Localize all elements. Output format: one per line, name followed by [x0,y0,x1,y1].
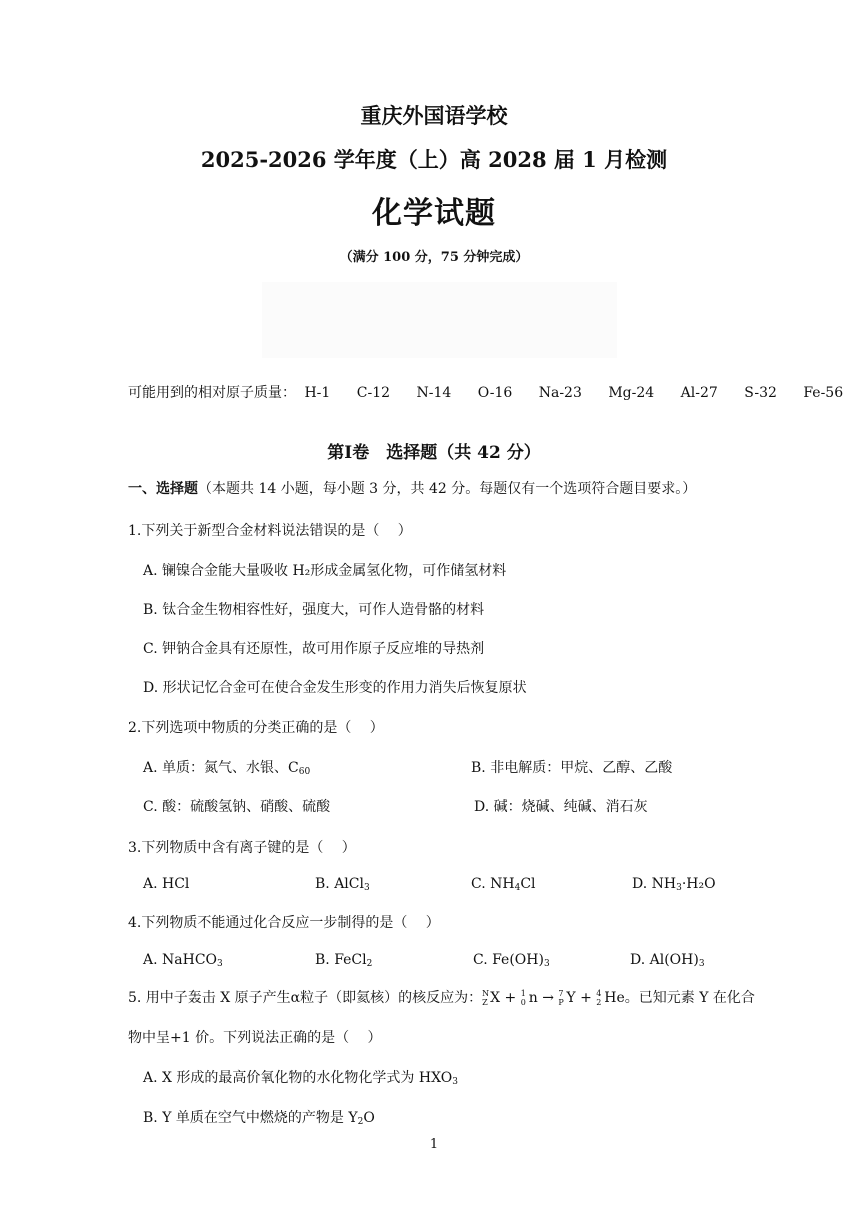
mass-item: H-1 [304,385,331,401]
atomic-masses-label: 可能用到的相对原子质量： [128,385,296,401]
page-number: 1 [429,1137,439,1152]
question-1-option-d: D. 形状记忆合金可在使合金发生形变的作用力消失后恢复原状 [143,680,527,696]
mass-item: C-12 [356,385,391,401]
question-5-option-b: B. Y 单质在空气中燃烧的产物是 $Y_2O$ [143,1110,375,1127]
school-name: 重庆外国语学校 [360,103,508,128]
question-3-option-a: A. HCl [143,876,190,892]
question-3-stem: 3.下列物质中含有离子键的是（ ） [128,840,356,856]
score-note: （满分 100 分，75 分钟完成） [339,250,529,265]
question-2-option-a: A. 单质：氮气、水银、$C_{60}$ [143,760,311,777]
exam-title: 2025-2026 学年度（上）高 2028 届 1 月检测 [200,147,668,172]
mass-item: Al-27 [680,385,718,401]
question-4-option-a: A. NaHCO$_3$ [143,952,223,969]
mass-item: S-32 [744,385,777,401]
mass-item: O-16 [477,385,513,401]
mass-item: Na-23 [538,385,582,401]
part-intro-text: （本题共 14 小题，每小题 3 分，共 42 分。每题仅有一个选项符合题目要求。） [198,481,697,497]
question-5-stem-line2: 物中呈+1 价。下列说法正确的是（ ） [128,1030,382,1046]
mass-item: N-14 [416,385,452,401]
question-3-option-d: D. $NH_3\cdot H_2O$ [632,876,716,893]
question-2-option-d: D. 碱：烧碱、纯碱、消石灰 [474,799,648,815]
atomic-masses [128,382,843,402]
part-intro-label: 一、选择题 [128,481,198,497]
question-5-option-a: A. X 形成的最高价氧化物的水化物化学式为 $HXO_3$ [143,1070,459,1087]
question-2-stem: 2.下列选项中物质的分类正确的是（ ） [128,720,384,736]
mass-item: Fe-56 [803,385,844,401]
blank-area [262,282,617,358]
part-intro [128,478,696,498]
section-title: 第I卷 选择题（共 42 分） [327,443,541,463]
question-1-option-c: C. 钾钠合金具有还原性，故可用作原子反应堆的导热剂 [143,641,485,657]
question-1-stem: 1.下列关于新型合金材料说法错误的是（ ） [128,523,412,539]
question-2-option-b: B. 非电解质：甲烷、乙醇、乙酸 [471,760,673,776]
question-4-stem: 4.下列物质不能通过化合反应一步制得的是（ ） [128,915,440,931]
question-3-option-c: C. $NH_4Cl$ [471,876,536,893]
mass-item: Mg-24 [608,385,655,401]
question-1-option-b: B. 钛合金生物相容性好，强度大，可作人造骨骼的材料 [143,602,485,618]
question-5-stem: 5. 用中子轰击 X 原子产生α粒子（即氦核）的核反应为： N Z X + 1 0 n → 7 P Y + 4 2 He。已知元素 Y 在化合 [128,989,755,1007]
question-2-option-c: C. 酸：硫酸氢钠、硝酸、硫酸 [143,799,331,815]
question-4-option-d: D. $Al(OH)_3$ [630,952,705,969]
question-3-option-b: B. AlCl$_3$ [315,876,370,893]
question-1-option-a: A. 镧镍合金能大量吸收 H₂形成金属氢化物，可作储氢材料 [143,563,507,579]
question-4-option-c: C. $Fe(OH)_3$ [473,952,550,969]
subject-title: 化学试题 [372,196,496,231]
nuclear-equation: N Z X + 1 0 n → 7 P Y + 4 2 He [482,989,625,1007]
question-4-option-b: B. FeCl$_2$ [315,952,373,969]
